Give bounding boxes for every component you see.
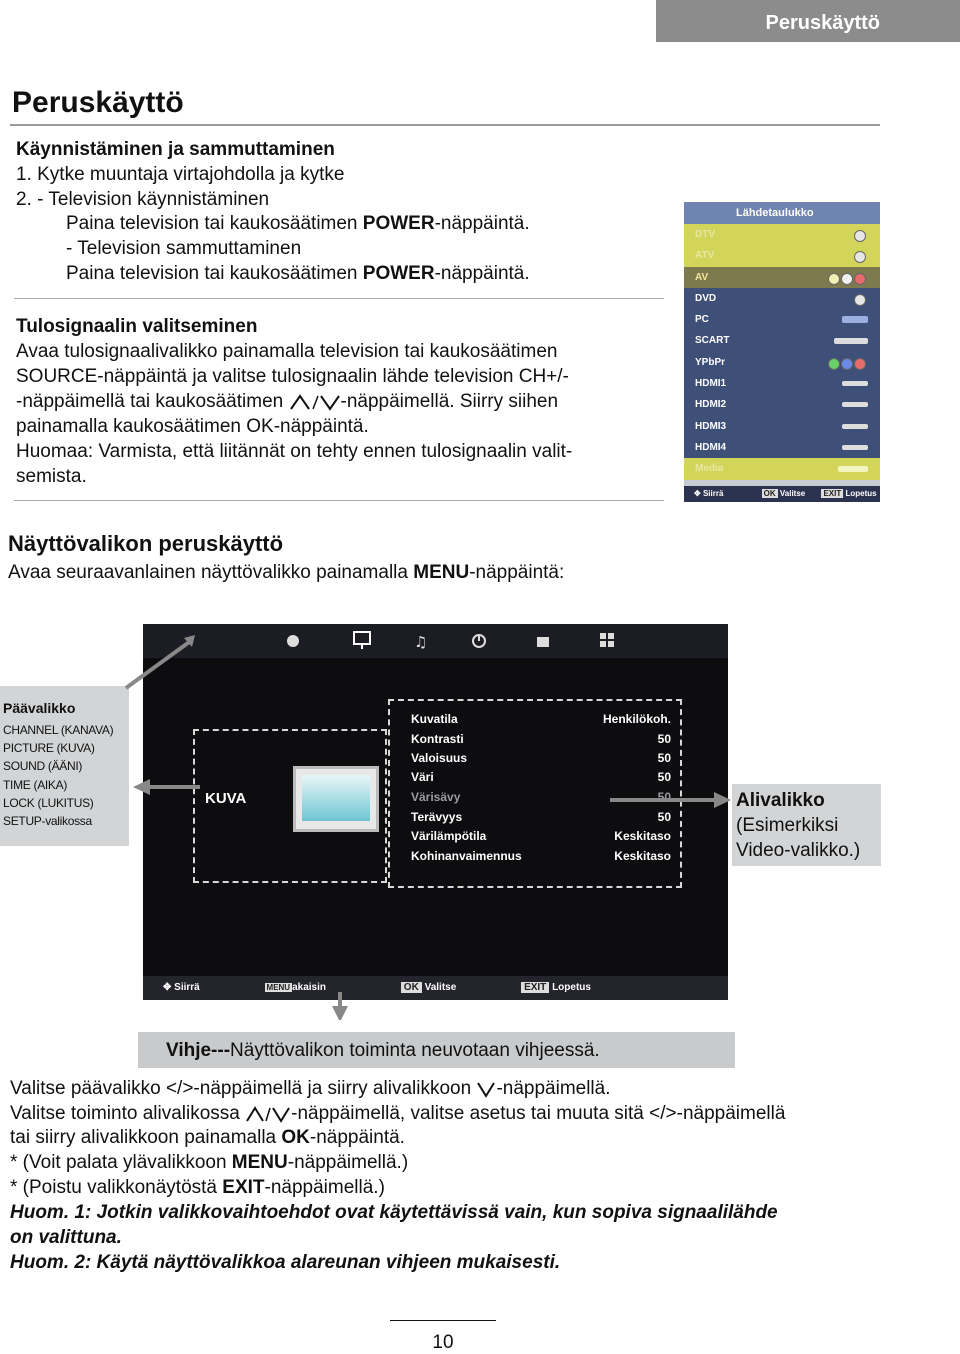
instruction-line-3: tai siirry alivalikkoon painamalla OK-näppäintä. xyxy=(10,1127,405,1148)
osd-row: Kontrasti 50 xyxy=(411,732,671,746)
osd-intro: Avaa seuraavanlainen näyttövalikko painamalla MENU-näppäintä: xyxy=(8,562,565,583)
callout-arrows xyxy=(0,600,960,1020)
note-1-cont: on valittuna. xyxy=(10,1227,122,1248)
source-note-1: Huomaa: Varmista, että liitännät on tehty ennen tulosignaalin valit- xyxy=(16,441,573,462)
source-item: HDMI1 xyxy=(684,373,880,394)
sound-icon: ♫ xyxy=(414,633,428,651)
source-item: SCART xyxy=(684,330,880,351)
title-rule xyxy=(10,124,880,126)
sub-menu-callout: Alivalikko (Esimerkiksi Video-valikko.) xyxy=(732,784,881,866)
source-note-2: semista. xyxy=(16,466,87,487)
source-item: PC xyxy=(684,309,880,330)
source-item: ATV xyxy=(684,245,880,266)
section-heading-source: Tulosignaalin valitseminen xyxy=(16,316,258,337)
source-item: HDMI3 xyxy=(684,416,880,437)
source-text-1: Avaa tulosignaalivalikko painamalla television tai kaukosäätimen xyxy=(16,341,558,362)
source-item: AV xyxy=(684,267,880,288)
up-down-arrow-icon xyxy=(245,1105,291,1123)
osd-row: Kohinanvaimennus Keskitaso xyxy=(411,849,671,863)
callout-list: CHANNEL (KANAVA) PICTURE (KUVA) SOUND (ÄÄNI) TIME (AIKA) LOCK (LUKITUS) SETUP-valikossa xyxy=(3,723,114,829)
hint-bar: Vihje---Näyttövalikon toiminta neuvotaan vihjeessä. xyxy=(138,1032,735,1068)
osd-footer: ✥ Siirrä MENU akaisin OK Valitse EXIT Lopetus xyxy=(143,976,728,1000)
section-heading-power: Käynnistäminen ja sammuttaminen xyxy=(16,139,335,160)
power-step-2: 2. - Television käynnistäminen xyxy=(16,189,270,210)
osd-row: Kuvatila Henkilökoh. xyxy=(411,712,671,726)
up-down-arrow-icon xyxy=(289,393,341,411)
power-on-instruction: Paina television tai kaukosäätimen POWER-näppäintä. xyxy=(66,213,530,234)
source-text-3: -näppäimellä tai kaukosäätimen -näppäimellä. Siirry siihen xyxy=(16,391,559,412)
down-arrow-icon xyxy=(476,1080,496,1098)
osd-row: Terävyys 50 xyxy=(411,810,671,824)
source-text-4: painamalla kaukosäätimen OK-näppäintä. xyxy=(16,416,369,437)
note-1: Huom. 1: Jotkin valikkovaihtoehdot ovat käytettävissä vain, kun sopiva signaalilähde xyxy=(10,1202,778,1223)
source-item: YPbPr xyxy=(684,352,880,373)
source-item: DTV xyxy=(684,224,880,245)
source-item: Media xyxy=(684,458,880,479)
section-divider xyxy=(14,500,664,501)
header-tab: Peruskäyttö xyxy=(656,0,960,42)
source-item: HDMI2 xyxy=(684,394,880,415)
page-title: Peruskäyttö xyxy=(12,86,184,119)
instruction-line-2: Valitse toiminto alivalikossa -näppäimellä, valitse asetus tai muuta sitä </>-näppäimellä xyxy=(10,1103,786,1124)
source-item: HDMI4 xyxy=(684,437,880,458)
osd-row: Värilämpötila Keskitaso xyxy=(411,829,671,843)
section-heading-osd: Näyttövalikon peruskäyttö xyxy=(8,531,284,556)
section-divider xyxy=(14,298,664,299)
instruction-line-4: * (Voit palata ylävalikkoon MENU-näppäimellä.) xyxy=(10,1152,409,1173)
source-menu-footer: ✥ Siirrä OK Valitse EXIT Lopetus xyxy=(684,486,880,502)
osd-row: Valoisuus 50 xyxy=(411,751,671,765)
source-menu-title: Lähdetaulukko xyxy=(684,202,880,224)
note-2: Huom. 2: Käytä näyttövalikkoa alareunan vihjeen mukaisesti. xyxy=(10,1252,561,1273)
power-off-heading: - Television sammuttaminen xyxy=(66,238,302,259)
power-off-instruction: Paina television tai kaukosäätimen POWER-näppäintä. xyxy=(66,263,530,284)
callout-title: Päävalikko xyxy=(3,700,76,716)
source-item: DVD xyxy=(684,288,880,309)
instruction-line-1: Valitse päävalikko </>-näppäimellä ja siirry alivalikkoon -näppäimellä. xyxy=(10,1078,611,1099)
source-menu-screenshot xyxy=(684,202,880,502)
osd-row: Värisävy 50 xyxy=(411,790,671,804)
osd-current-menu: KUVA xyxy=(205,790,247,807)
power-step-1: 1. Kytke muuntaja virtajohdolla ja kytke xyxy=(16,164,345,185)
page-number: 10 xyxy=(432,1332,454,1353)
source-text-2: SOURCE-näppäintä ja valitse tulosignaalin lähde television CH+/- xyxy=(16,366,569,387)
page-number-rule xyxy=(390,1320,496,1321)
instruction-line-5: * (Poistu valikkonäytöstä EXIT-näppäimellä.) xyxy=(10,1177,385,1198)
osd-row: Väri 50 xyxy=(411,770,671,784)
